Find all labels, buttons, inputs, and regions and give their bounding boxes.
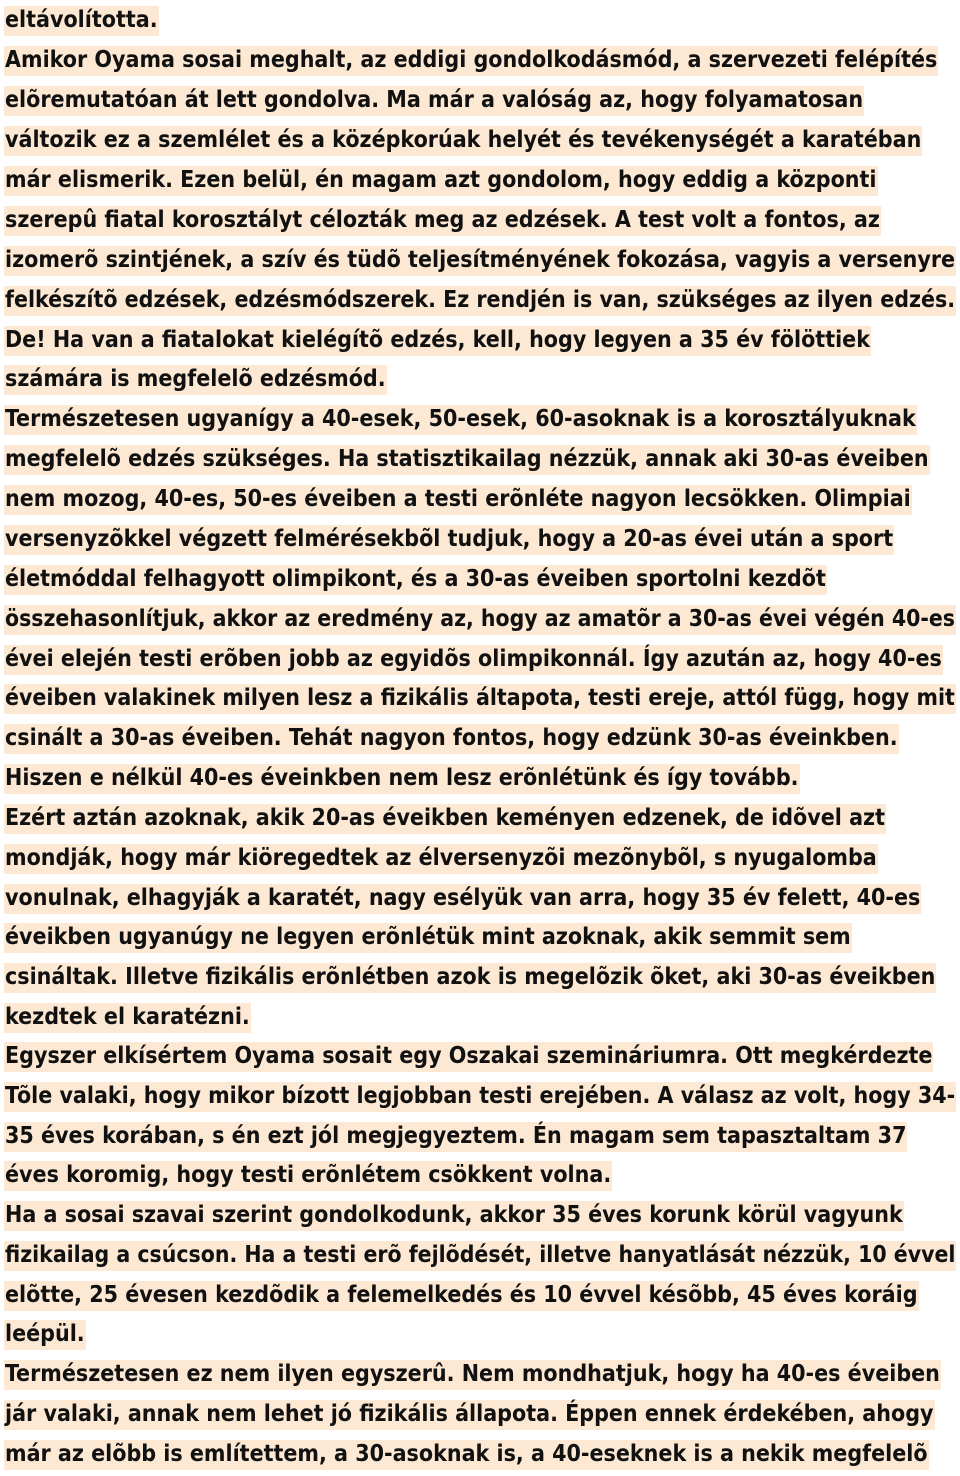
text-line: [4, 201, 881, 239]
highlighted-text: életmóddal felhagyott olimpikont, és a 30-as éveiben sportolni kezdõt: [4, 565, 827, 595]
highlighted-text: De! Ha van a fiatalokat kielégítõ edzés, kell, hogy legyen a 35 év fölöttiek: [4, 326, 871, 356]
highlighted-text: elõtte, 25 évesen kezdõdik a felemelkedés és 10 évvel késõbb, 45 éves koráig: [4, 1281, 919, 1311]
highlighted-text: Természetesen ez nem ilyen egyszerû. Nem mondhatjuk, hogy ha 40-es éveiben: [4, 1360, 941, 1390]
text-line: [4, 321, 871, 359]
text-line: [4, 1315, 86, 1353]
text-line: [4, 879, 921, 917]
text-line: [4, 41, 938, 79]
text-line: [4, 1435, 929, 1473]
highlighted-text: Amikor Oyama sosai meghalt, az eddigi gondolkodásmód, a szervezeti felépítés: [4, 46, 938, 76]
highlighted-text: csinált a 30-as éveiben. Tehát nagyon fontos, hogy edzünk 30-as éveinkben.: [4, 724, 899, 754]
highlighted-text: felkészítõ edzések, edzésmódszerek. Ez rendjén is van, szükséges az ilyen edzés.: [4, 286, 956, 316]
highlighted-text: szerepû fiatal korosztályt célozták meg az edzések. A test volt a fontos, az: [4, 206, 881, 236]
highlighted-text: megfelelõ edzés szükséges. Ha statisztikailag nézzük, annak aki 30-as éveiben: [4, 445, 930, 475]
highlighted-text: Ha a sosai szavai szerint gondolkodunk, akkor 35 éves korunk körül vagyunk: [4, 1201, 904, 1231]
text-line: [4, 360, 387, 398]
text-line: [4, 1395, 935, 1433]
text-line: [4, 799, 886, 837]
text-line: [4, 161, 878, 199]
highlighted-text: éveiben valakinek milyen lesz a fizikális áltapota, testi ereje, attól függ, hogy mit: [4, 684, 956, 714]
text-line: [4, 1355, 941, 1393]
text-line: [4, 918, 852, 956]
highlighted-text: leépül.: [4, 1320, 86, 1350]
text-line: [4, 1236, 956, 1274]
text-line: [4, 1037, 933, 1075]
text-line: [4, 759, 800, 797]
highlighted-text: összehasonlítjuk, akkor az eredmény az, hogy az amatõr a 30-as évei végén 40-es: [4, 605, 956, 635]
highlighted-text: mondják, hogy már kiöregedtek az élversenyzõi mezõnybõl, s nyugalomba: [4, 844, 878, 874]
highlighted-text: jár valaki, annak nem lehet jó fizikális állapota. Éppen ennek érdekében, ahogy: [4, 1400, 935, 1430]
text-line: [4, 400, 917, 438]
text-line: [4, 1156, 612, 1194]
highlighted-text: már elismerik. Ezen belül, én magam azt gondolom, hogy eddig a központi: [4, 166, 878, 196]
text-line: [4, 480, 912, 518]
text-line: [4, 640, 943, 678]
highlighted-text: Egyszer elkísértem Oyama sosait egy Oszakai szemináriumra. Ott megkérdezte: [4, 1042, 933, 1072]
text-line: [4, 1276, 919, 1314]
text-line: [4, 81, 864, 119]
text-line: [4, 440, 930, 478]
text-line: [4, 1196, 904, 1234]
highlighted-text: éves koromig, hogy testi erõnlétem csökkent volna.: [4, 1161, 612, 1191]
highlighted-text: izomerõ szintjének, a szív és tüdõ teljesítményének fokozása, vagyis a versenyre: [4, 246, 956, 276]
highlighted-text: Hiszen e nélkül 40-es éveinkben nem lesz erõnlétünk és így tovább.: [4, 764, 800, 794]
highlighted-text: már az elõbb is említettem, a 30-asoknak is, a 40-eseknek is a nekik megfelelõ: [4, 1440, 929, 1470]
text-line: [4, 1077, 956, 1115]
highlighted-text: vonulnak, elhagyják a karatét, nagy esélyük van arra, hogy 35 év felett, 40-es: [4, 884, 921, 914]
highlighted-text: évei elején testi erõben jobb az egyidõs olimpikonnál. Így azután az, hogy 40-es: [4, 645, 943, 675]
highlighted-text: Ezért aztán azoknak, akik 20-as éveikben keményen edzenek, de idõvel azt: [4, 804, 886, 834]
text-line: [4, 1, 159, 39]
highlighted-text: Tõle valaki, hogy mikor bízott legjobban testi erejében. A válasz az volt, hogy 34-: [4, 1082, 956, 1112]
highlighted-text: kezdtek el karatézni.: [4, 1003, 251, 1033]
highlighted-text: fizikailag a csúcson. Ha a testi erõ fejlõdését, illetve hanyatlását nézzük, 10 évvel: [4, 1241, 956, 1271]
text-line: [4, 241, 956, 279]
text-line: [4, 560, 827, 598]
text-line: [4, 121, 922, 159]
text-line: [4, 679, 956, 717]
highlighted-text: éveikben ugyanúgy ne legyen erõnlétük mint azoknak, akik semmit sem: [4, 923, 852, 953]
highlighted-text: eltávolította.: [4, 6, 159, 36]
highlighted-text: változik ez a szemlélet és a középkorúak helyét és tevékenységét a karatéban: [4, 126, 922, 156]
text-line: [4, 839, 878, 877]
highlighted-text: számára is megfelelõ edzésmód.: [4, 365, 387, 395]
highlighted-text: nem mozog, 40-es, 50-es éveiben a testi erõnléte nagyon lecsökken. Olimpiai: [4, 485, 912, 515]
highlighted-text: versenyzõkkel végzett felmérésekbõl tudjuk, hogy a 20-as évei után a sport: [4, 525, 894, 555]
text-line: [4, 600, 956, 638]
text-line: [4, 998, 251, 1036]
highlighted-text: Természetesen ugyanígy a 40-esek, 50-esek, 60-asoknak is a korosztályuknak: [4, 405, 917, 435]
highlighted-text: elõremutatóan át lett gondolva. Ma már a valóság az, hogy folyamatosan: [4, 86, 864, 116]
text-line: [4, 719, 899, 757]
text-line: [4, 281, 956, 319]
highlighted-text: csináltak. Illetve fizikális erõnlétben azok is megelõzik õket, aki 30-as éveikben: [4, 963, 936, 993]
text-line: [4, 520, 894, 558]
text-line: [4, 1117, 907, 1155]
highlighted-text: 35 éves korában, s én ezt jól megjegyeztem. Én magam sem tapasztaltam 37: [4, 1122, 907, 1152]
text-line: [4, 958, 936, 996]
